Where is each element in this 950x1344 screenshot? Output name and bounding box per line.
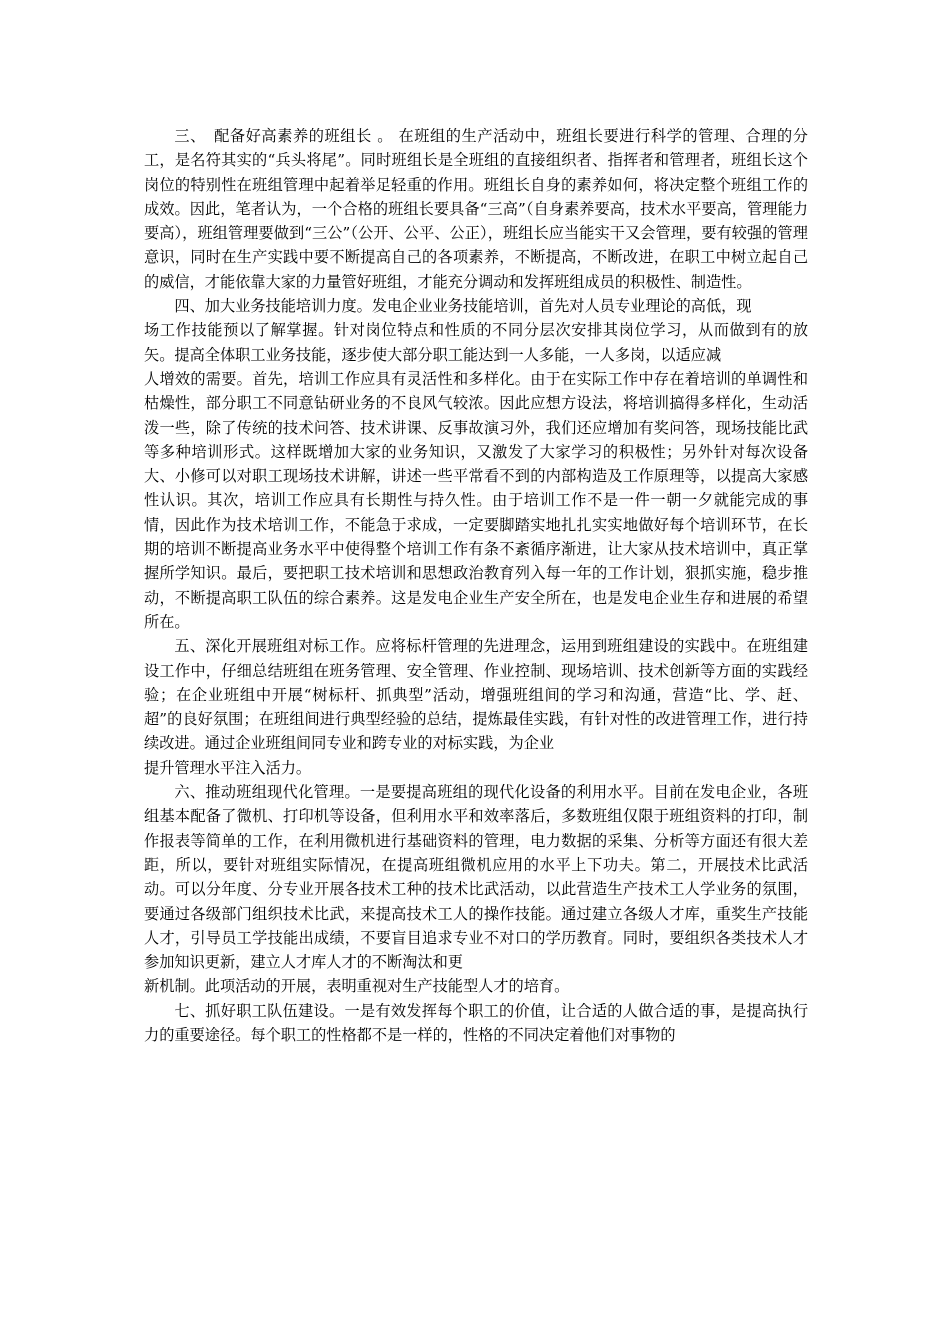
paragraph-6-continued: 新机制。此项活动的开展，表明重视对生产技能型人才的培育。	[144, 977, 570, 996]
paragraph-5-continued: 提升管理水平注入活力。	[144, 758, 312, 777]
paragraph-5-benchmarking: 五、深化开展班组对标工作。应将标杆管理的先进理念，运用到班组建设的实践中。在班组建设工作中，仔细总结班组在班务管理、安全管理、作业控制、现场培训、技术创新等方面的实践经验；在企业班组中开展“树标杆、抓典型”活动，增强班组间的学习和沟通，营造“比、学、赶、超”的良好氛围；在班组间进行典型经验的总结，提炼最佳实践，有针对性的改进管理工作，进行持续改进。通过企业班组间同专业和跨专业的对标实践，为企业	[144, 637, 808, 753]
paragraph-4-continued-2: 人增效的需要。首先，培训工作应具有灵活性和多样化。由于在实际工作中存在着培训的单调性和枯燥性，部分职工不同意钻研业务的不良风气较浓。因此应想方设法，将培训搞得多样化，生动活泼一些，除了传统的技术问答、技术讲课、反事故演习外，我们还应增加有奖问答，现场技能比武等多种培训形式。这样既增加大家的业务知识，又激发了大家学习的积极性；另外针对每次设备大、小修可以对职工现场技术讲解，讲述一些平常看不到的内部构造及工作原理等，以提高大家感性认识。其次，培训工作应具有长期性与持久性。由于培训工作不是一件一朝一夕就能完成的事情，因此作为技术培训工作，不能急于求成，一定要脚踏实地扎扎实实地做好每个培训环节，在长期的培训不断提高业务水平中使得整个培训工作有条不紊循序渐进，让大家从技术培训中，真正掌握所学知识。最后，要把职工技术培训和思想政治教育列入每一年的工作计划，狠抓实施，稳步推动，不断提高职工队伍的综合素养。这是发电企业生产安全所在，也是发电企业生存和进展的希望所在。	[144, 369, 808, 631]
paragraph-6-modern-management: 六、推动班组现代化管理。一是要提高班组的现代化设备的利用水平。目前在发电企业，各班组基本配备了微机、打印机等设备，但利用水平和效率落后，多数班组仅限于班组资料的打印，制作报表等简单的工作，在利用微机进行基础资料的管理，电力数据的采集、分析等方面还有很大差距，所以，要针对班组实际情况，在提高班组微机应用的水平上下功夫。第二，开展技术比武活动。可以分年度、分专业开展各技术工种的技术比武活动，以此营造生产技术工人学业务的氛围，要通过各级部门组织技术比武，来提高技术工人的操作技能。通过建立各级人才库，重奖生产技能人才，引导员工学技能出成绩，不要盲目追求专业不对口的学历教育。同时，要组织各类技术人才参加知识更新，建立人才库人才的不断淘汰和更	[144, 783, 808, 972]
paragraph-4-skill-training: 四、加大业务技能培训力度。发电企业业务技能培训，首先对人员专业理论的高低，现	[174, 297, 752, 316]
document-body	[144, 124, 808, 1047]
paragraph-4-continued-1: 场工作技能预以了解掌握。针对岗位特点和性质的不同分层次安排其岗位学习，从而做到有的放矢。提高全体职工业务技能，逐步使大部分职工能达到一人多能，一人多岗，以适应减	[144, 321, 808, 364]
paragraph-3-team-leader: 三、 配备好高素养的班组长 。 在班组的生产活动中，班组长要进行科学的管理、合理的分工，是名符其实的“兵头将尾”。同时班组长是全班组的直接组织者、指挥者和管理者，班组长这个岗位的特别性在班组管理中起着举足轻重的作用。班组长自身的素养如何，将决定整个班组工作的成效。因此，笔者认为，一个合格的班组长要具备“三高”（自身素养要高，技术水平要高，管理能力要高），班组管理要做到“三公”（公开、公平、公正），班组长应当能实干又会管理，要有较强的管理意识，同时在生产实践中要不断提高自己的各项素养，不断提高，不断改进，在职工中树立起自己的威信，才能依靠大家的力量管好班组，才能充分调动和发挥班组成员的积极性、制造性。	[144, 127, 808, 291]
paragraph-7-team-building: 七、抓好职工队伍建设。一是有效发挥每个职工的价值，让合适的人做合适的事，是提高执行力的重要途径。每个职工的性格都不是一样的，性格的不同决定着他们对事物的	[144, 1001, 808, 1044]
